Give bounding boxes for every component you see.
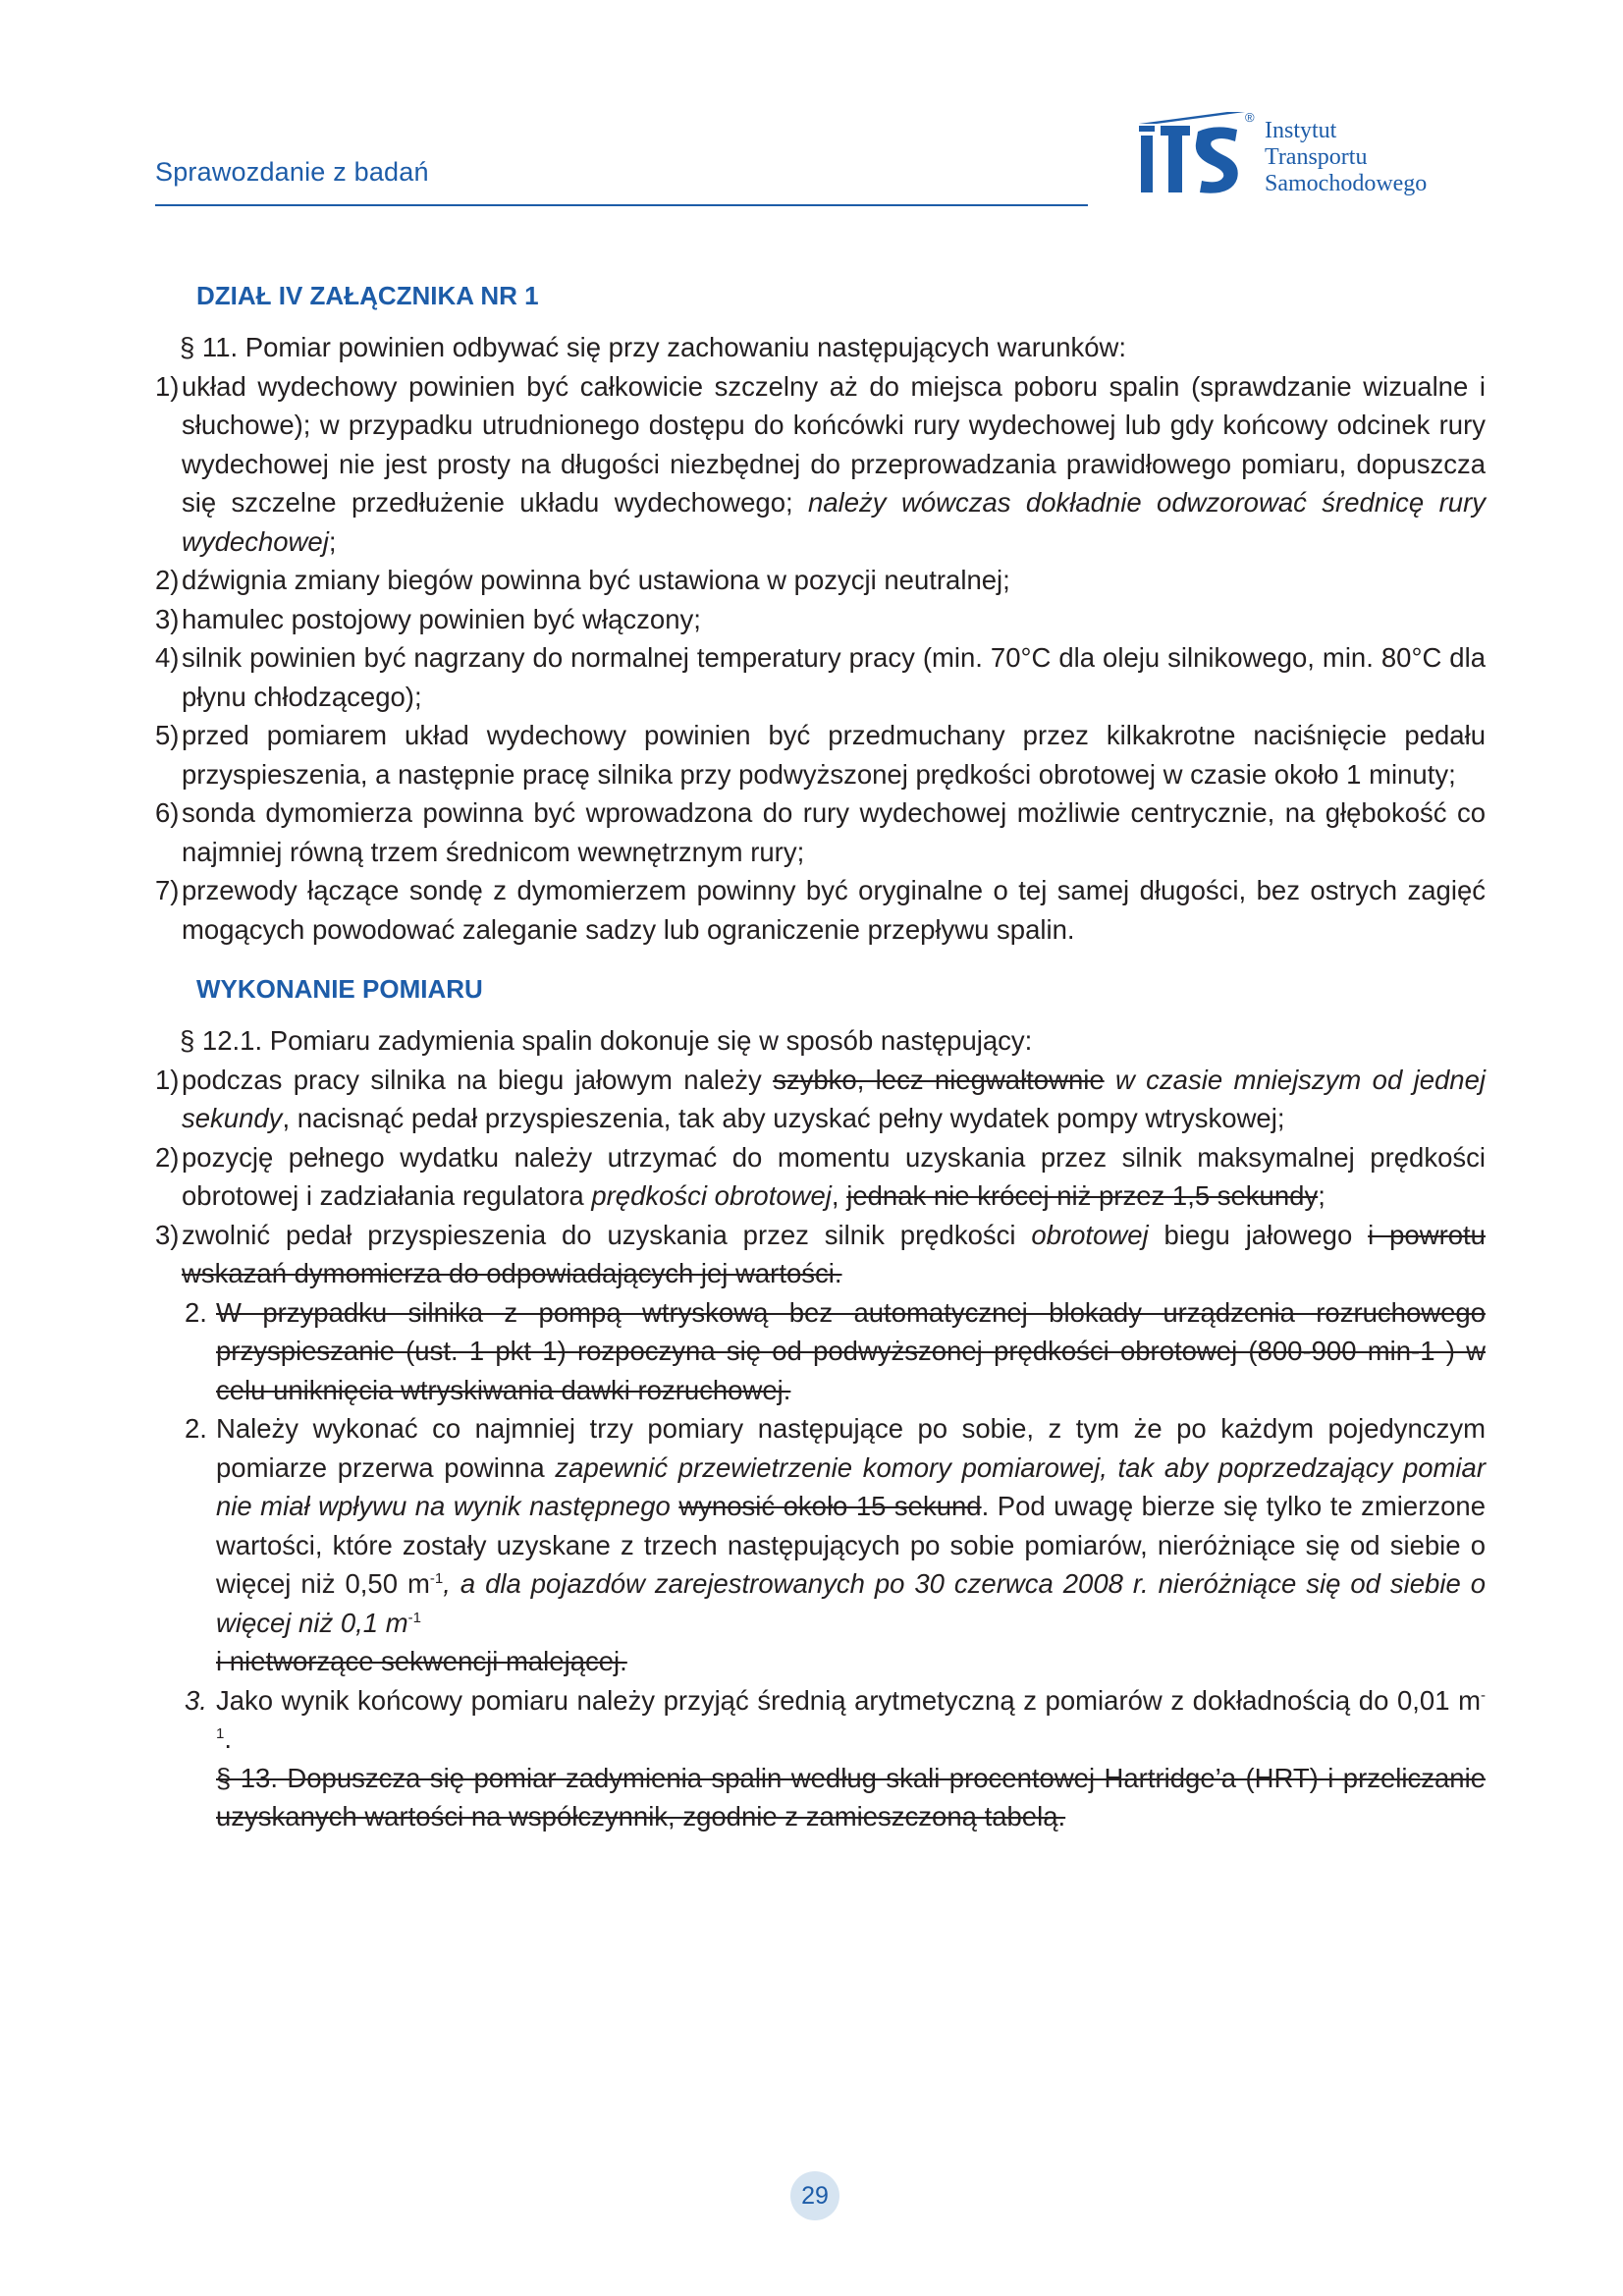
list-item: 4) silnik powinien być nagrzany do normalnej temperatury pracy (min. 70°C dla oleju silnikowego, min. 80°C dla płynu chłodzącego); (155, 642, 1486, 712)
logo-line-1: Instytut (1265, 118, 1337, 143)
struck-text: jednak nie krócej niż przez 1,5 sekundy (846, 1180, 1319, 1211)
section-heading-annex: DZIAŁ IV ZAŁĄCZNIKA NR 1 (196, 281, 539, 310)
report-title: Sprawozdanie z badań (155, 157, 429, 187)
struck-text: § 13. Dopuszcza się pomiar zadymienia spalin według skali procentowej Hartridge’a (HRT) i przeliczanie uzyskanych wartości na współczynnik, zgodnie z zamieszczoną tabelą. (216, 1762, 1486, 1831)
logo-text (1265, 118, 1427, 197)
list-item: 2) dźwignia zmiany biegów powinna być ustawiona w pozycji neutralnej; (155, 565, 1010, 595)
paragraph-11-intro: § 11. Pomiar powinien odbywać się przy zachowaniu następujących warunków: (180, 332, 1127, 362)
header-divider (155, 204, 1088, 206)
list-item: 3) zwolnić pedał przyspieszenia do uzyskania przez silnik prędkości obrotowej biegu jałowego i powrotu wskazań dymomierza do odpowiadających jej wartości. (155, 1219, 1486, 1288)
list-item: 7) przewody łączące sondę z dymomierzem powinny być oryginalne o tej samej długości, bez ostrych zagięć mogących powodować zaleganie sadzy lub ograniczenie przepływu spalin. (155, 875, 1486, 945)
list-item: 3) hamulec postojowy powinien być włączony; (155, 603, 701, 634)
page-number: 29 (790, 2171, 839, 2220)
list-item: 1) układ wydechowy powinien być całkowicie szczelny aż do miejsca poboru spalin (sprawdzanie wizualne i słuchowe); w przypadku utrudnionego dostępu do końcówki rury wydechowej lub gdy końcowy odcinek rury wydechowej nie jest prosty na długości niezbędnej do przeprowadzania prawidłowego pomiaru, dopuszcza się szczelne przedłużenie układu wydechowego; należy wówczas dokładnie odwzorować średnicę rury wydechowej; (155, 370, 1486, 557)
section-heading-measurement: WYKONANIE POMIARU (196, 974, 483, 1004)
struck-text: W przypadku silnika z pompą wtryskową bez automatycznej blokady urządzenia rozruchowego przyspieszanie (ust. 1 pkt 1) rozpoczyna się od podwyższonej prędkości obrotowej (800-900 min-1 ) w celu uniknięcia wtryskiwania dawki rozruchowej. (216, 1296, 1486, 1405)
struck-text: szybko, lecz niegwałtownie (773, 1064, 1105, 1095)
registered-mark: ® (1245, 110, 1255, 125)
numbered-paragraph: 3. Jako wynik końcowy pomiaru należy przyjąć średnią arytmetyczną z pomiarów z dokładnością do 0,01 $m^{-1}$. § 13. Dopuszcza się pomiar zadymienia spalin według skali procentowej Hartridge’a (HRT) i przeliczanie uzyskanych wartości na współczynnik, zgodnie z zamieszczoną tabelą. (185, 1684, 1486, 1831)
its-logo-mark-icon (1129, 102, 1259, 200)
struck-text: i powrotu wskazań dymomierza do odpowiadających jej wartości. (182, 1219, 1486, 1288)
list-item: 1) podczas pracy silnika na biegu jałowym należy szybko, lecz niegwałtownie w czasie mniejszym od jednej sekundy, nacisnąć pedał przyspieszenia, tak aby uzyskać pełny wydatek pompy wtryskowej; (155, 1064, 1486, 1133)
logo-line-3: Samochodowego (1265, 171, 1428, 196)
struck-text: wynosić około 15 sekund (678, 1491, 982, 1521)
list-item: 5) przed pomiarem układ wydechowy powinien być przedmuchany przez kilkakrotne naciśnięcie pedału przyspieszenia, a następnie pracę silnika przy podwyższonej prędkości obrotowej w czasie około 1 minuty; (155, 720, 1486, 790)
struck-text: i nietworzące sekwencji malejącej. (216, 1646, 627, 1676)
list-item: 2) pozycję pełnego wydatku należy utrzymać do momentu uzyskania przez silnik maksymalnej prędkości obrotowej i zadziałania regulatora prędkości obrotowej, jednak nie krócej niż przez 1,5 sekundy; (155, 1141, 1486, 1211)
list-item: 6) sonda dymomierza powinna być wprowadzona do rury wydechowej możliwie centrycznie, na głębokość co najmniej równą trzem średnicom wewnętrznym rury; (155, 797, 1486, 867)
paragraph-12-intro: § 12.1. Pomiaru zadymienia spalin dokonuje się w sposób następujący: (180, 1025, 1033, 1056)
logo-line-2: Transportu (1265, 144, 1368, 170)
its-logo (1129, 102, 1453, 210)
document-body (155, 265, 1486, 1836)
numbered-paragraph: 2. W przypadku silnika z pompą wtryskową bez automatycznej blokady urządzenia rozruchowego przyspieszanie (ust. 1 pkt 1) rozpoczyna się od podwyższonej prędkości obrotowej (800-900 min-1 ) w celu uniknięcia wtryskiwania dawki rozruchowej. (185, 1296, 1486, 1405)
numbered-paragraph: 2. Należy wykonać co najmniej trzy pomiary następujące po sobie, z tym że po każdym pojedynczym pomiarze przerwa powinna zapewnić przewietrzenie komory pomiarowej, tak aby poprzedzający pomiar nie miał wpływu na wynik następnego wynosić około 15 sekund. Pod uwagę bierze się tylko te zmierzone wartości, które zostały uzyskane z trzech następujących po sobie pomiarów, nieróżniące się od siebie o więcej niż 0,50 $m^{-1}$, a dla pojazdów zarejestrowanych po 30 czerwca 2008 r. nieróżniące się od siebie o więcej niż 0,1 $m^{-1}$ i nietworzące sekwencji malejącej. (185, 1413, 1486, 1676)
